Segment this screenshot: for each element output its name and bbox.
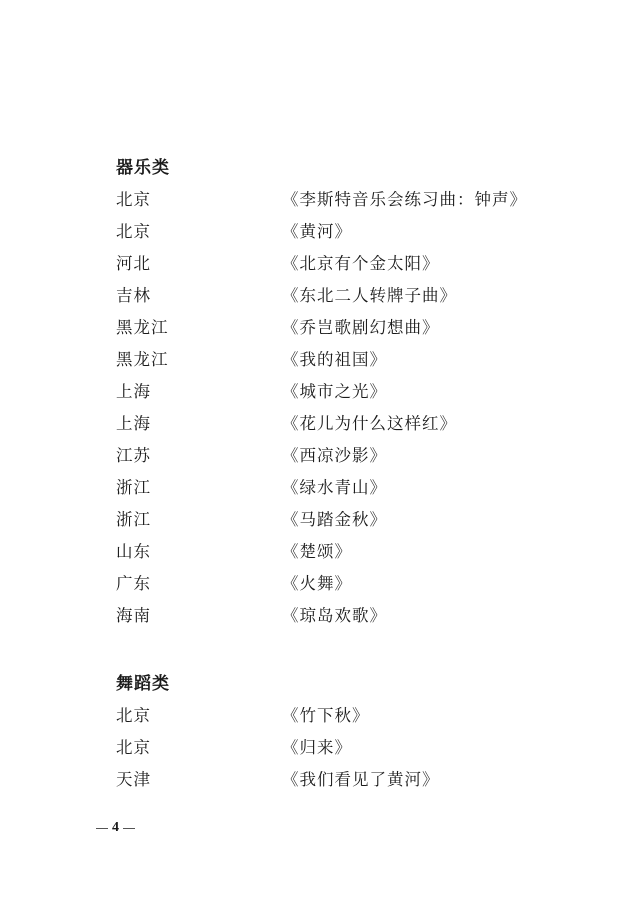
region-name: 江苏 <box>116 446 151 465</box>
list-item <box>116 600 576 632</box>
list-item <box>116 732 576 764</box>
region-name: 北京 <box>116 738 151 757</box>
list-item <box>116 408 576 440</box>
list-item <box>116 312 576 344</box>
region-name: 黑龙江 <box>116 318 169 337</box>
list-item <box>116 376 576 408</box>
region-name: 黑龙江 <box>116 350 169 369</box>
list-item <box>116 472 576 504</box>
region-name: 浙江 <box>116 478 151 497</box>
list-item <box>116 280 576 312</box>
region-name: 天津 <box>116 770 151 789</box>
list-item <box>116 764 576 796</box>
list-item <box>116 504 576 536</box>
region-name: 北京 <box>116 706 151 725</box>
region-name: 上海 <box>116 414 151 433</box>
work-title: 《我们看见了黄河》 <box>282 770 440 789</box>
work-title: 《我的祖国》 <box>282 350 387 369</box>
page-number <box>96 818 135 838</box>
work-title: 《城市之光》 <box>282 382 387 401</box>
list-item <box>116 536 576 568</box>
work-title: 《北京有个金太阳》 <box>282 254 440 273</box>
region-name: 浙江 <box>116 510 151 529</box>
work-title: 《火舞》 <box>282 574 352 593</box>
region-name: 上海 <box>116 382 151 401</box>
region-name: 北京 <box>116 222 151 241</box>
list-item <box>116 184 576 216</box>
region-name: 吉林 <box>116 286 151 305</box>
page-number-value: 4 <box>112 820 119 835</box>
region-name: 北京 <box>116 190 151 209</box>
work-title: 《黄河》 <box>282 222 352 241</box>
work-title: 《楚颂》 <box>282 542 352 561</box>
list-item <box>116 344 576 376</box>
work-title: 《乔岂歌剧幻想曲》 <box>282 318 440 337</box>
work-title: 《归来》 <box>282 738 352 757</box>
work-title: 《西凉沙影》 <box>282 446 387 465</box>
work-title: 《花儿为什么这样红》 <box>282 414 457 433</box>
region-name: 山东 <box>116 542 151 561</box>
region-name: 河北 <box>116 254 151 273</box>
section-title: 器乐类 <box>116 158 170 178</box>
page-number-dash-left <box>96 828 108 829</box>
section-title: 舞蹈类 <box>116 674 170 694</box>
work-title: 《绿水青山》 <box>282 478 387 497</box>
page-number-dash-right <box>123 828 135 829</box>
work-title: 《竹下秋》 <box>282 706 370 725</box>
list-item <box>116 568 576 600</box>
section-instrumental <box>116 152 576 632</box>
region-name: 广东 <box>116 574 151 593</box>
section-dance <box>116 668 576 796</box>
list-item <box>116 216 576 248</box>
work-title: 《李斯特音乐会练习曲：钟声》 <box>282 190 527 209</box>
work-title: 《东北二人转牌子曲》 <box>282 286 457 305</box>
region-name: 海南 <box>116 606 151 625</box>
list-item <box>116 700 576 732</box>
list-item <box>116 248 576 280</box>
work-title: 《琼岛欢歌》 <box>282 606 387 625</box>
list-item <box>116 440 576 472</box>
work-title: 《马踏金秋》 <box>282 510 387 529</box>
